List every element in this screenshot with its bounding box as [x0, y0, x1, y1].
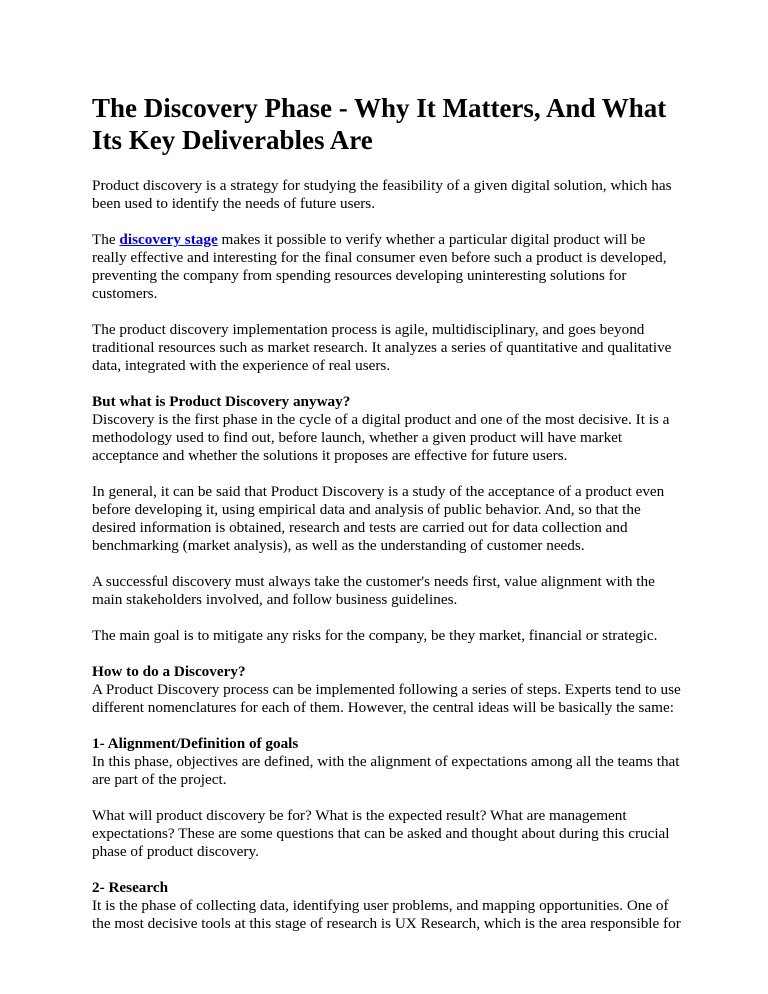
- article-body: [92, 92, 682, 933]
- article-title: The Discovery Phase - Why It Matters, And What Its Key Deliverables Are: [92, 93, 667, 155]
- general-paragraph: In general, it can be said that Product Discovery is a study of the acceptance of a product even before developing it, using empirical data and analysis of public behavior. And, so that the desired information is obtained, research and tests are carried out for data collection and benchmarking (market analysis), as well as the understanding of customer needs.: [92, 483, 665, 554]
- paragraph-text-after-link: makes it possible to verify whether a particular digital product will be really effective and interesting for the final consumer even before such a product is developed, preventing the company from spending resources developing uninteresting solutions for customers.: [92, 231, 667, 302]
- intro-paragraph: Product discovery is a strategy for studying the feasibility of a given digital solution, which has been used to identify the needs of future users.: [92, 177, 672, 212]
- questions-paragraph: What will product discovery be for? What is the expected result? What are management expectations? These are some questions that can be asked and thought about during this crucial phase of product discovery.: [92, 807, 670, 860]
- step-2-heading: 2- Research: [92, 879, 169, 896]
- what-is-heading: But what is Product Discovery anyway?: [92, 393, 351, 410]
- how-to-heading: How to do a Discovery?: [92, 663, 246, 680]
- what-is-text: Discovery is the first phase in the cycle of a digital product and one of the most decisive. It is a methodology used to find out, before launch, whether a given product will have market acceptance and whether the solutions it proposes are effective for future users.: [92, 411, 670, 464]
- step-2-section: [92, 879, 682, 933]
- discovery-stage-link[interactable]: discovery stage: [119, 231, 218, 248]
- discovery-stage-paragraph: [92, 231, 682, 303]
- how-to-section: [92, 663, 682, 717]
- step-1-section: [92, 735, 682, 789]
- step-1-heading: 1- Alignment/Definition of goals: [92, 735, 299, 752]
- how-to-text: A Product Discovery process can be implemented following a series of steps. Experts tend to use different nomenclatures for each of them. However, the central ideas will be basically the same:: [92, 681, 681, 716]
- step-1-text: In this phase, objectives are defined, with the alignment of expectations among all the teams that are part of the project.: [92, 753, 680, 788]
- main-goal-paragraph: The main goal is to mitigate any risks for the company, be they market, financial or strategic.: [92, 627, 658, 644]
- paragraph-text-before-link: The: [92, 231, 120, 248]
- step-2-text: It is the phase of collecting data, identifying user problems, and mapping opportunities. One of the most decisive tools at this stage of research is UX Research, which is the area responsible for: [92, 897, 681, 932]
- what-is-section: [92, 393, 682, 465]
- successful-discovery-paragraph: A successful discovery must always take the customer's needs first, value alignment with the main stakeholders involved, and follow business guidelines.: [92, 573, 655, 608]
- implementation-paragraph: The product discovery implementation process is agile, multidisciplinary, and goes beyond traditional resources such as market research. It analyzes a series of quantitative and qualitative data, integrated with the experience of real users.: [92, 321, 672, 374]
